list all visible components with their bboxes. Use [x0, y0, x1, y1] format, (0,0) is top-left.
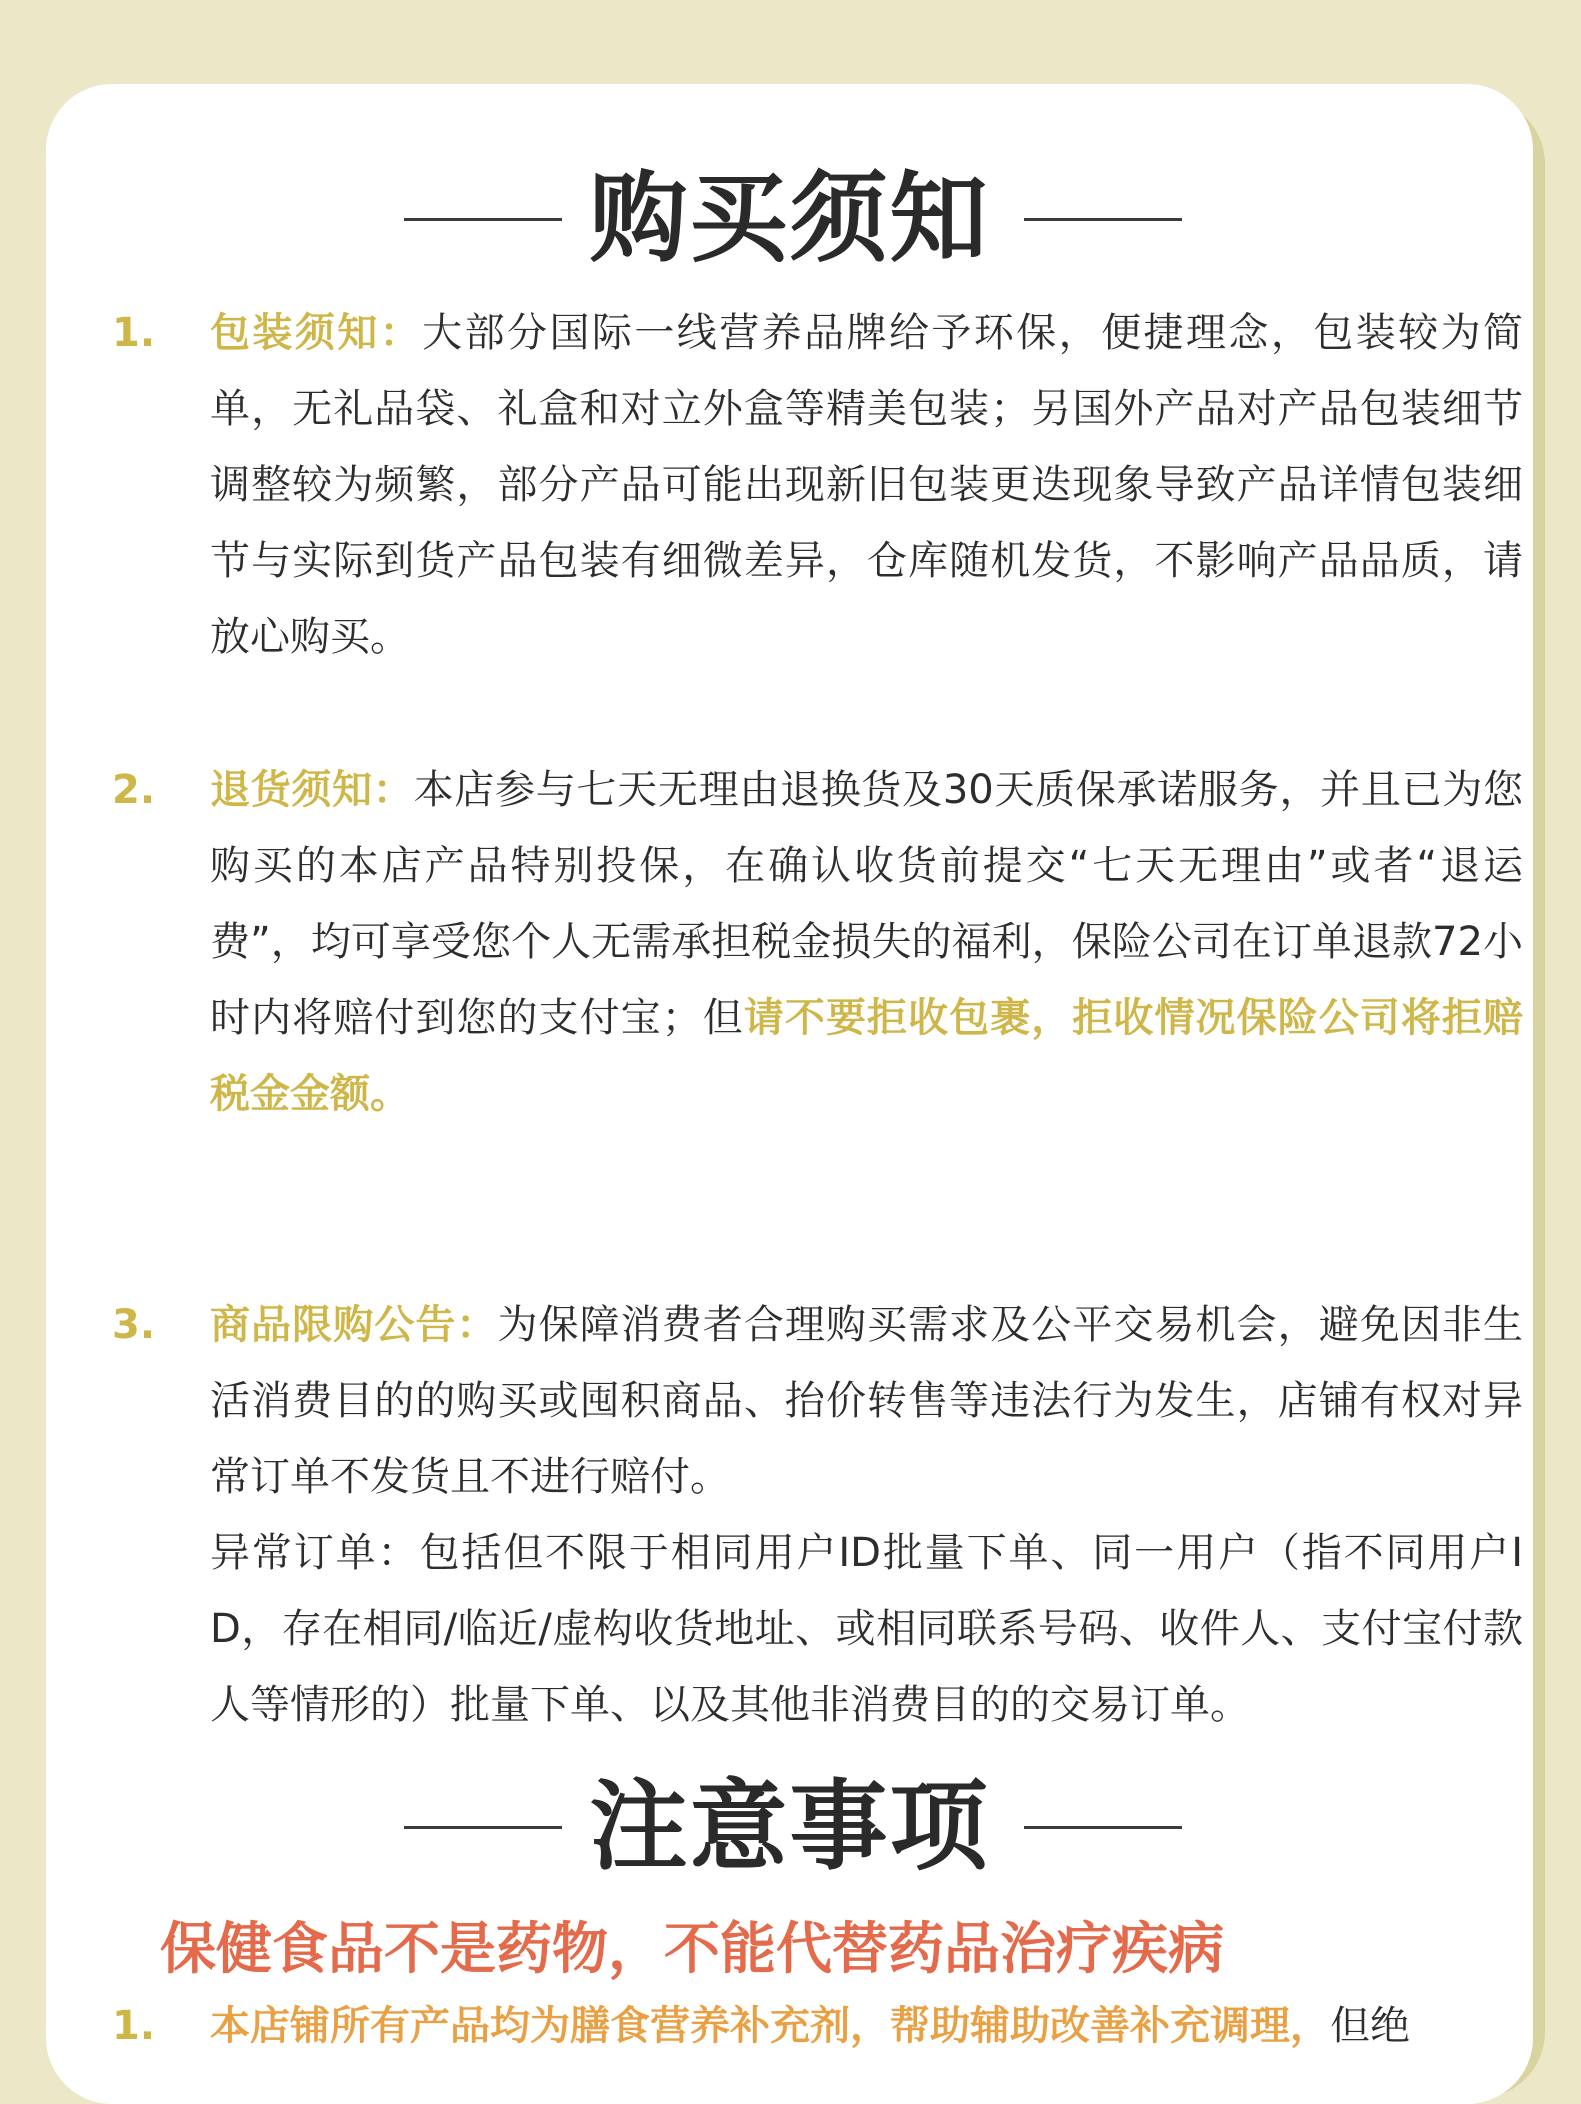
notice-item-returns	[112, 752, 1522, 1132]
item-body	[210, 752, 1523, 1132]
item-body	[210, 295, 1523, 675]
item-body	[210, 1287, 1523, 1743]
item-label: 包装须知：	[210, 310, 423, 356]
abnormal-order-paragraph: 异常订单：包括但不限于相同用户ID批量下单、同一用户（指不同用户ID，存在相同/临近/虚构收货地址、或相同联系号码、收件人、支付宝付款人等情形的）批量下单、以及其他非消费目的的交易订单。	[210, 1530, 1523, 1728]
notice-item-purchase-limit	[112, 1287, 1522, 1743]
notice-card	[46, 84, 1533, 2104]
title-divider-right	[1024, 218, 1182, 221]
item-text: 本店参与七天无理由退换货及30天质保承诺服务，并且已为您购买的本店产品特别投保，在确认收货前提交“七天无理由”或者“退运费”，均可享受您个人无需承担税金损失的福利，保险公司在订单退款72小时内将赔付到您的支付宝；但	[210, 767, 1524, 1041]
item-text: 大部分国际一线营养品牌给予环保，便捷理念，包装较为简单，无礼品袋、礼盒和对立外盒等精美包装；另国外产品对产品包装细节调整较为频繁，部分产品可能出现新旧包装更迭现象导致产品详情包装细节与实际到货产品包装有细微差异，仓库随机发货，不影响产品品质，请放心购买。	[210, 310, 1524, 660]
item-text: 为保障消费者合理购买需求及公平交易机会，避免因非生活消费目的的购买或囤积商品、抬价转售等违法行为发生，店铺有权对异常订单不发货且不进行赔付。	[210, 1302, 1524, 1500]
title-divider-left	[404, 218, 562, 221]
precaution-item-partial	[112, 1988, 1522, 2064]
item-label: 商品限购公告：	[210, 1302, 498, 1348]
item-text: 但绝	[1330, 2003, 1410, 2049]
item-highlight: 本店铺所有产品均为膳食营养补充剂，帮助辅助改善补充调理，	[210, 2003, 1330, 2049]
purchase-notice-title: 购买须知	[589, 162, 990, 276]
purchase-notice-header	[46, 164, 1533, 274]
item-number: 3.	[112, 1302, 156, 1348]
precautions-header	[46, 1772, 1533, 1882]
item-number: 1.	[112, 310, 156, 356]
item-paragraph	[210, 1287, 1523, 1515]
health-food-warning: 保健食品不是药物，不能代替药品治疗疾病	[160, 1917, 1224, 1982]
title-divider-left	[404, 1826, 562, 1829]
precautions-title: 注意事项	[589, 1770, 990, 1884]
item-label: 退货须知：	[210, 767, 414, 813]
notice-item-packaging	[112, 295, 1522, 675]
item-highlight: 请不要拒收包裹，拒收情况保险公司将拒赔税金金额。	[210, 995, 1524, 1117]
item-number: 2.	[112, 767, 156, 813]
title-divider-right	[1024, 1826, 1182, 1829]
item-number: 1.	[112, 2003, 156, 2049]
